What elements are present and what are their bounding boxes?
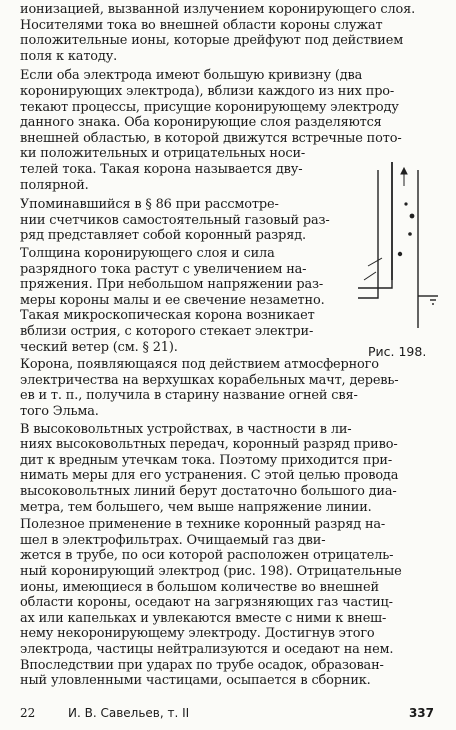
text-line-5: Если оба электрода имеют большую кривизну (два — [20, 68, 363, 84]
text-line-10: ки положительных и отрицательных носи- — [20, 146, 306, 162]
text-line-20: Такая микроскопическая корона возникает — [20, 308, 315, 324]
page-number: 337 — [408, 706, 434, 720]
text-line-24: электричества на верхушках корабельных мачт, деревь- — [20, 372, 399, 388]
text-line-1: ионизацией, вызванной излучением коронирующего слоя. — [20, 2, 416, 17]
text-line-17: разрядного тока растут с увеличением на- — [20, 261, 307, 277]
figure-caption: Рис. 198. — [368, 344, 427, 359]
signature-mark: 22 — [20, 706, 36, 720]
text-line-31: высоковольтных линий берут достаточно большого диа- — [20, 484, 397, 499]
text-line-30: нимать меры для его устранения. С этой целью провода — [20, 468, 399, 484]
text-line-7: текают процессы, присущие коронирующему электроду — [20, 99, 399, 115]
inlet-bend-inner — [358, 280, 392, 288]
text-line-11: телей тока. Такая корона называется дву- — [20, 162, 303, 177]
text-line-4: поля к катоду. — [20, 48, 118, 64]
text-line-2: Носителями тока во внешней области короны служат — [20, 17, 383, 33]
text-line-42: Впоследствии при ударах по трубе осадок, образован- — [20, 657, 384, 673]
text-line-15: ряд представляет собой коронный разряд. — [20, 228, 306, 244]
text-line-27: В высоковольтных устройствах, в частности в ли- — [20, 421, 352, 437]
text-line-38: области короны, оседают на загрязняющих газ частиц- — [20, 595, 393, 611]
text-line-26: того Эльма. — [20, 404, 99, 419]
text-line-43: ный уловленными частицами, осыпается в сборник. — [20, 673, 371, 689]
text-line-9: внешней областью, в которой движутся встречные пото- — [20, 130, 402, 146]
text-line-28: ниях высоковольтных передач, коронный разряд приво- — [20, 437, 398, 453]
text-line-36: ный коронирующий электрод (рис. 198). Отрицательные — [20, 564, 402, 579]
text-line-37: ионы, имеющиеся в большом количестве во внешней — [20, 579, 379, 595]
text-line-14: нии счетчиков самостоятельный газовый раз- — [20, 212, 330, 228]
text-line-34: шел в электрофильтрах. Очищаемый газ дви- — [20, 532, 326, 548]
text-line-35: жется в трубе, по оси которой расположен отрицатель- — [20, 548, 394, 564]
text-line-29: дит к вредным утечкам тока. Поэтому приходится при- — [20, 452, 393, 468]
text-line-32: метра, тем большего, чем выше напряжение линии. — [20, 499, 372, 515]
text-line-23: Корона, появляющаяся под действием атмосферного — [20, 357, 379, 373]
text-line-41: электрода, частицы нейтрализуются и оседают на нем. — [20, 642, 394, 657]
text-line-3: положительные ионы, которые дрейфуют под действием — [20, 33, 404, 49]
page-footer — [0, 706, 456, 724]
figure-198-diagram — [352, 160, 444, 335]
text-line-40: нему некоронирующему электроду. Достигнув этого — [20, 626, 375, 642]
text-line-13: Упоминавшийся в § 86 при рассмотре- — [20, 197, 279, 213]
inlet-bend-outer — [358, 272, 378, 298]
text-line-18: пряжения. При небольшом напряжении раз- — [20, 277, 324, 293]
text-line-33: Полезное применение в технике коронный разряд на- — [20, 517, 386, 533]
text-line-22: ческий ветер (см. § 21). — [20, 339, 178, 355]
text-line-19: меры короны малы и ее свечение незаметно. — [20, 292, 325, 308]
text-line-39: ах или капельках и увлекаются вместе с ними к внеш- — [20, 610, 387, 626]
text-line-16: Толщина коронирующего слоя и сила — [20, 246, 275, 261]
text-line-25: ев и т. п., получила в старину название огней свя- — [20, 388, 358, 404]
text-line-12: полярной. — [20, 177, 89, 193]
text-line-6: коронирующих электрода), вблизи каждого из них про- — [20, 84, 395, 99]
author-line: И. В. Савельев, т. II — [68, 706, 190, 720]
text-line-21: вблизи острия, с которого стекает электри- — [20, 324, 314, 339]
text-line-8: данного знака. Оба коронирующие слоя разделяются — [20, 115, 382, 131]
